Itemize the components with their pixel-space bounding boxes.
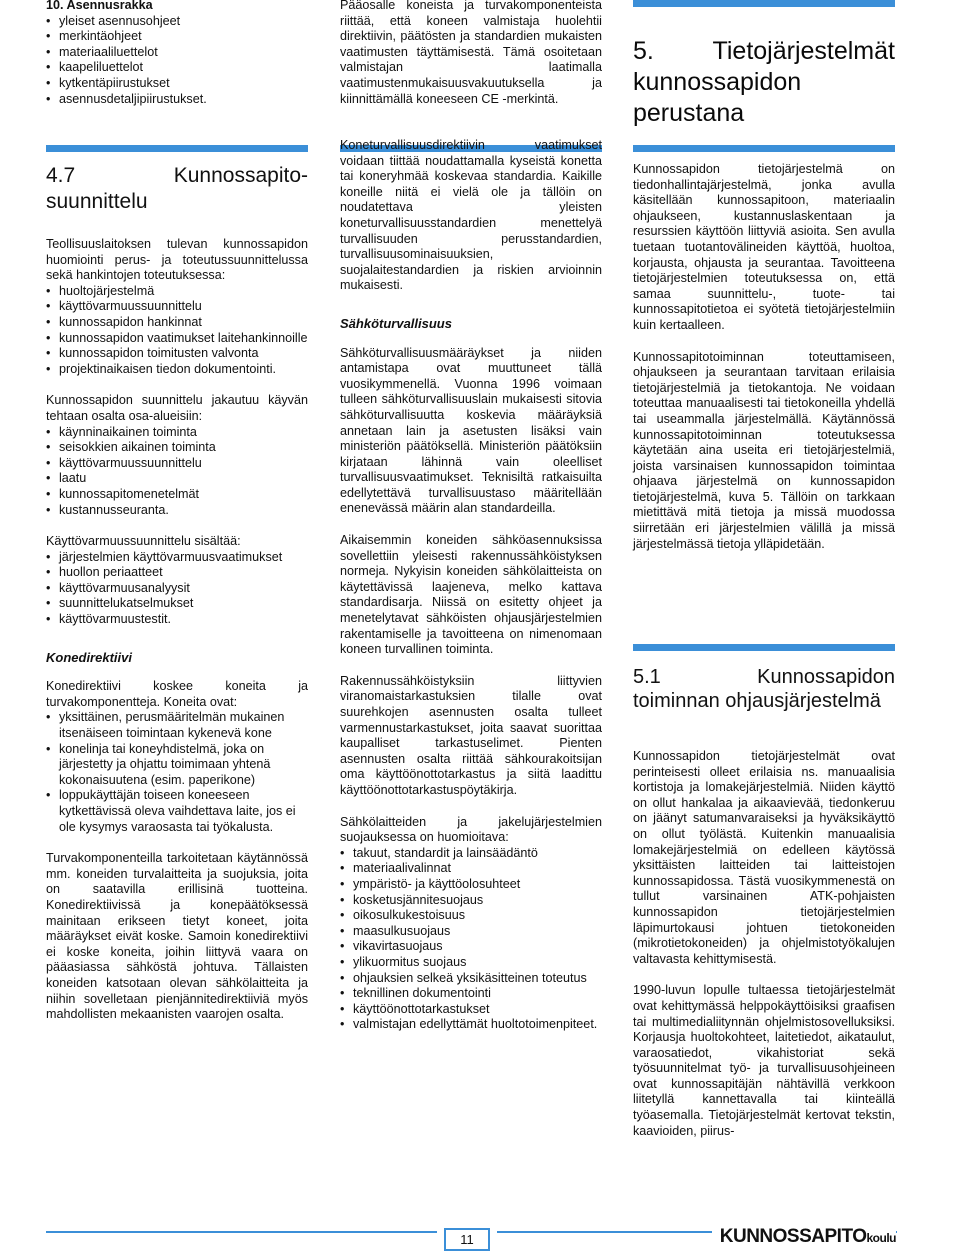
list-item: • käyttövarmuustestit. [46, 612, 308, 628]
paragraph: Aikaisemmin koneiden sähköasennuksissa sovellettiin yleisesti rakennussähköistyksen normeja. Nykyisin koneiden sähkölaitteista on käytettävissä laajeneva, melko kattava standardisarja. Niissä on esitetty ohjeet ja menetelytavat sähköisten ohjausjärjestelmien rakentamiselle ja tavoitteena on nimenomaan koneen turvallinen toiminta. [340, 533, 602, 657]
list-item: • huoltojärjestelmä [46, 284, 308, 300]
list-item: • maasulkusuojaus [340, 924, 602, 940]
paragraph: Rakennussähköistyksiin liittyvien viranomaistarkastuksien tilalle ovat suurehkojen asennusten osalta tulleet varmennustarkastukset, joita saavat suorittaa kaupalliset tarkastuselimet. Pienten asennusten osalta riittää sähkourakoitsijan oma käyttöönottotarkastus ja siitä laadittu käyttöönottotarkastuspöytäkirja. [340, 673, 602, 797]
list-item: • kaapeliluettelot [46, 60, 308, 76]
paragraph: Sähkölaitteiden ja jakelujärjestelmien suojauksessa on huomioitava: [340, 814, 602, 845]
list-item: • huollon periaatteet [46, 565, 308, 581]
list-item: • ympäristö- ja käyttöolosuhteet [340, 877, 602, 893]
list-item: • käyttöönottotarkastukset [340, 1002, 602, 1018]
list-item: • kosketusjännitesuojaus [340, 893, 602, 909]
list-heading: 10. Asennusrakka [46, 0, 153, 12]
page-number-text: 11 [444, 1228, 490, 1251]
bullet-list [46, 284, 308, 378]
bullet-list [46, 550, 308, 628]
paragraph: Konedirektiivi koskee koneita ja turvakomponentteja. Koneita ovat: [46, 679, 308, 709]
list-item: • takuut, standardit ja lainsäädäntö [340, 846, 602, 862]
list-item: • projektinaikaisen tiedon dokumentointi. [46, 362, 308, 378]
page-number [437, 1226, 497, 1252]
section-heading: 5. Tietojärjestelmät kunnossapidon perustana [633, 37, 895, 127]
section-bar [633, 644, 895, 651]
list-item: • käyttövarmuusanalyysit [46, 581, 308, 597]
bullet-list [46, 710, 308, 835]
list-item: • valmistajan edellyttämät huoltotoimenpiteet. [340, 1017, 602, 1033]
list-item: • loppukäyttäjän toiseen koneeseen kytkettävissä oleva vaihdettava laite, jos ei ole kysymys varaosasta tai työkalusta. [46, 788, 308, 835]
list-item: • oikosulkukestoisuus [340, 908, 602, 924]
paragraph: Kunnossapidon suunnittelu jakautuu käyvän tehtaan osalta osa-alueisiin: [46, 393, 308, 423]
paragraph: Sähköturvallisuusmääräykset ja niiden antamistapa ovat muuttuneet tällä vuosikymmenellä. Vuonna 1996 voimaan tulleen sähköturvallisuuslain mukaisesti sitovia sähköturvallisuutta koskevia määräyksiä annetaan lain ja asetusten lisäksi vain ministeriön päätöksellä. Ministeriön päätöksiin kirjataan lähinnä vain oleelliset turvallisuusvaatimukset. Teknisiltä ratkaisuilta edellytettävä turvallisuustaso määritellään enenevässä määrin alan standardeilla. [340, 345, 602, 516]
list-item: • merkintäohjeet [46, 29, 308, 45]
list-item: • järjestelmien käyttövarmuusvaatimukset [46, 550, 308, 566]
subheading: Konedirektiivi [46, 649, 132, 665]
section-bar [633, 145, 895, 152]
section-heading: 5.1 Kunnossapidon toiminnan ohjausjärjestelmä [633, 666, 895, 712]
section-bar [633, 0, 895, 7]
paragraph: Pääosalle koneista ja turvakomponenteista riittää, että koneen valmistaja huolehtii direktiivin, päätösten ja standardien mukaisten vaatimusten täyttämisestä. Tämä osoitetaan valmistajan laatimalla vaatimustenmukaisuusvakuutuksella ja kiinnittämällä koneeseen CE -merkintä. [340, 0, 602, 106]
list-item: • materiaaliluettelot [46, 45, 308, 61]
list-item: • seisokkien aikainen toiminta [46, 440, 308, 456]
paragraph: Kunnossapitotoiminnan toteuttamiseen, ohjaukseen ja seurantaan tarvitaan erilaisia tietojärjestelmiä ja tietokantoja. Ne voidaan toteuttaa manuaalisesti tai tietokoneilla yhdellä tai useammalla järjestelmällä. Käytännössä kunnossapitotoiminnan toteutuksessa käytetään aina useita eri tietojärjestelmiä, joista varsinaisen kunnossapidon toimintaa ohjaava järjestelmä on kunnossapidon tietojärjestelmä, kuva 5. Tällöin on tarkkaan mietittävä mitä tietoja ja missä muodossa siirretään eri järjestelmien välillä ja missä järjestelmässä tietoja ylläpidetään. [633, 349, 895, 551]
list-item: • käyttövarmuussuunnittelu [46, 456, 308, 472]
top-list [46, 0, 308, 107]
list-item: • vikavirtasuojaus [340, 939, 602, 955]
list-item: • suunnittelukatselmukset [46, 596, 308, 612]
list-item: • ylikuormitus suojaus [340, 955, 602, 971]
paragraph: Turvakomponenteilla tarkoitetaan käytännössä mm. koneiden turvalaitteita ja suojuksia, joita on saatavilla erillisinä tuotteina. Konedirektiivissä ja konepäätöksessä mainitaan erikseen tietyt koneet, joita määräykset eivät koske. Samoin konedirektiivi ei koske koneita, joihin liittyvä vaara on pääasiassa sähköstä johtuva. Tällaisten koneiden katsotaan olevan sähkölaitteita ja niihin sovelletaan pienjännitedirektiiviä myös mahdollisten mekaanisten vaarojen osalta. [46, 851, 308, 1022]
list-item: • kunnossapidon hankinnat [46, 315, 308, 331]
brand-logo [712, 1226, 896, 1248]
section-bar [46, 145, 308, 152]
list-item: • yleiset asennusohjeet [46, 14, 308, 30]
paragraph: Kunnossapidon tietojärjestelmä on tiedonhallintajärjestelmä, jonka avulla käsitellään kunnossapitoon, materiaalin ohjaukseen, kustannuslaskentaan ja resurssien käyttöön liittyviä asioita. Sen avulla tuetaan tuotantovälineiden käyttöä, huoltoa, korjausta, ohjausta ja seurantaa. Tavoitteena tietojärjestelmien toteutuksessa on, että samaa suunnittelu-, tuote- tai kunnossapitotietoa ei syötetä tietojärjestelmiin kuin kertaalleen. [633, 162, 895, 332]
list-item: • käyttövarmuussuunnittelu [46, 299, 308, 315]
list-item: • kytkentäpiirustukset [46, 76, 308, 92]
list-item: • käynninaikainen toiminta [46, 425, 308, 441]
list-item: • kunnossapitomenetelmät [46, 487, 308, 503]
list-item: • kustannusseuranta. [46, 503, 308, 519]
paragraph: Käyttövarmuussuunnittelu sisältää: [46, 534, 241, 549]
list-item: • ohjauksien selkeä yksikäsitteinen toteutus [340, 971, 602, 987]
list-item: • kunnossapidon vaatimukset laitehankinnoille [46, 331, 308, 347]
paragraph: Koneturvallisuusdirektiivin vaatimukset voidaan tiittää noudattamalla kyseistä konetta tai koneryhmää koskevaa standardia. Kaikille koneille niitä ei vielä ole ja tällöin on noudatettava yleisten koneturvallisuusstandardien menettelyä turvallisuuden perusstandardien, turvallisuusominaisuuksien, suojalaitestandardien ja riskien arvioinnin mukaisesti. [340, 138, 602, 293]
list-item: • teknillinen dokumentointi [340, 986, 602, 1002]
paragraph: Teollisuuslaitoksen tulevan kunnossapidon huomiointi perus- ja toteutussuunnittelussa sekä hankintojen toteutuksessa: [46, 237, 308, 283]
list-item: • materiaalivalinnat [340, 861, 602, 877]
brand-sub: koulu [866, 1231, 896, 1245]
brand-main: KUNNOSSAPITO [719, 1226, 867, 1247]
paragraph: Kunnossapidon tietojärjestelmät ovat perinteisesti olleet erilaisia ns. manuaalisia kortistoja ja lomakejärjestelmiä. Niiden käyttö on ollut hankalaa ja aikaavievää, tiedonkeruu on jäänyt satumanvaraiseksi ja hyväksikäyttö on ollut työlästä. Kuitenkin manuaalisia lomakejärjestelmiä on edelleen käytössä yksittäisten laitteiden tai laitteistojen kunnossapidossa. Tästä vuosikymmenestä on tullut varsinainen ATK-pohjaisten kunnossapidon tietojärjestelmien läpimurtokausi johtuen tietokoneiden (mikrotietokoneiden) ja ohjelmistotyökalujen valtavasta kehittymisestä. [633, 749, 895, 966]
paragraph: 1990-luvun lopulle tultaessa tietojärjestelmät ovat kehittymässä helppokäyttöisiksi graafisen tai multimedialiitynnän ohjelmistosovelluksiksi. Korjausja huoltokohteet, laitetiedot, aikataulut, varaosatiedot, vikahistoriat sekä työsuunnitelmat työ- ja turvallisuusohjeineen ovat kunnossapitäjän nähtävillä verkkoon liitetyllä kannettavalla tai kiinteällä työasemalla. Tietojärjestelmät kertovat tekstin, kaavioiden, piirus- [633, 983, 895, 1138]
subheading: Sähköturvallisuus [340, 315, 452, 331]
list-item: • laatu [46, 471, 308, 487]
bullet-list [46, 14, 308, 108]
bullet-list [46, 425, 308, 519]
list-item: • asennusdetaljipiirustukset. [46, 92, 308, 108]
section-heading: 4.7 Kunnossapito-suunnittelu [46, 164, 308, 213]
list-item: • konelinja tai koneyhdistelmä, joka on järjestetty ja ohjattu toimimaan yhtenä kokonaisuutena (esim. paperikone) [46, 742, 308, 789]
list-item: • yksittäinen, perusmääritelmän mukainen itsenäiseen toimintaan kykenevä kone [46, 710, 308, 741]
bullet-list [340, 846, 602, 1033]
list-item: • kunnossapidon toimitusten valvonta [46, 346, 308, 362]
